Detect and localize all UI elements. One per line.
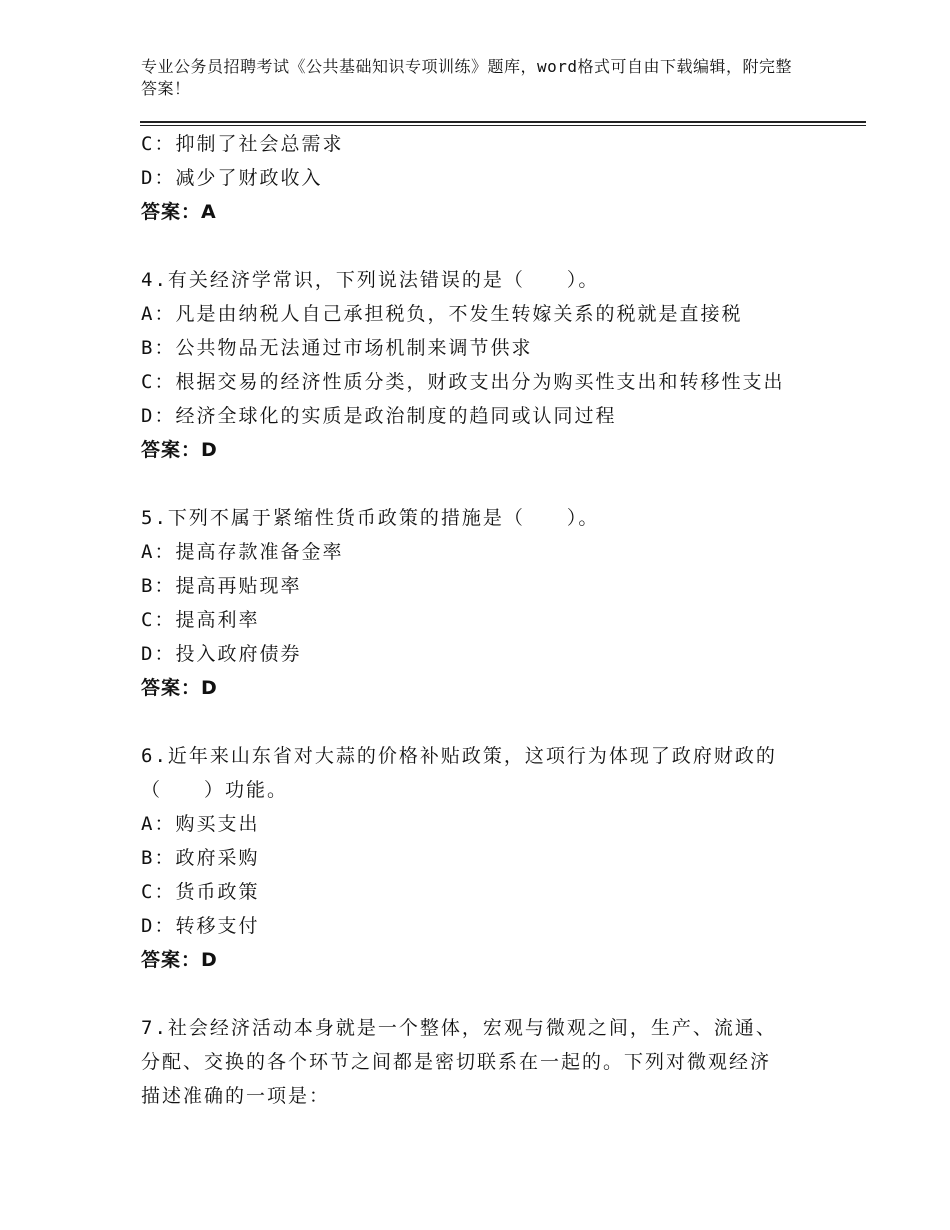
option-d: D：经济全球化的实质是政治制度的趋同或认同过程 bbox=[141, 405, 617, 427]
spacer bbox=[141, 467, 841, 501]
document-body bbox=[141, 127, 841, 1113]
option-d: D：转移支付 bbox=[141, 915, 260, 937]
question-7-stem-line-2: 分配、交换的各个环节之间都是密切联系在一起的。下列对微观经济 bbox=[141, 1051, 772, 1073]
option-b: B：提高再贴现率 bbox=[141, 575, 302, 597]
question-5-stem: 5.下列不属于紧缩性货币政策的措施是（ ）。 bbox=[141, 507, 600, 529]
option-a: A：凡是由纳税人自己承担税负，不发生转嫁关系的税就是直接税 bbox=[141, 303, 743, 325]
option-c: C：货币政策 bbox=[141, 881, 260, 903]
spacer bbox=[141, 705, 841, 739]
option-c: C：提高利率 bbox=[141, 609, 260, 631]
spacer bbox=[141, 977, 841, 1011]
option-d: D：投入政府债券 bbox=[141, 643, 302, 665]
answer-line: 答案：D bbox=[141, 439, 218, 461]
option-c: C：抑制了社会总需求 bbox=[141, 133, 344, 155]
document-header: 专业公务员招聘考试《公共基础知识专项训练》题库，word格式可自由下载编辑，附完整答案！ bbox=[141, 57, 793, 98]
question-6-stem-line-1: 6.近年来山东省对大蒜的价格补贴政策，这项行为体现了政府财政的 bbox=[141, 745, 777, 767]
question-7-stem-line-1: 7.社会经济活动本身就是一个整体，宏观与微观之间，生产、流通、 bbox=[141, 1017, 777, 1039]
answer-line: 答案：D bbox=[141, 949, 218, 971]
spacer bbox=[141, 229, 841, 263]
question-7-stem-line-3: 描述准确的一项是： bbox=[141, 1085, 331, 1107]
option-c: C：根据交易的经济性质分类，财政支出分为购买性支出和转移性支出 bbox=[141, 371, 785, 393]
option-d: D：减少了财政收入 bbox=[141, 167, 323, 189]
header-rule-thick bbox=[140, 121, 866, 123]
question-4-stem: 4.有关经济学常识，下列说法错误的是（ ）。 bbox=[141, 269, 600, 291]
option-b: B：政府采购 bbox=[141, 847, 260, 869]
answer-line: 答案：D bbox=[141, 677, 218, 699]
option-b: B：公共物品无法通过市场机制来调节供求 bbox=[141, 337, 533, 359]
option-a: A：购买支出 bbox=[141, 813, 260, 835]
answer-line: 答案：A bbox=[141, 201, 217, 223]
question-6-stem-line-2: （ ）功能。 bbox=[141, 779, 289, 801]
header-rule-thin bbox=[140, 125, 866, 126]
option-a: A：提高存款准备金率 bbox=[141, 541, 344, 563]
